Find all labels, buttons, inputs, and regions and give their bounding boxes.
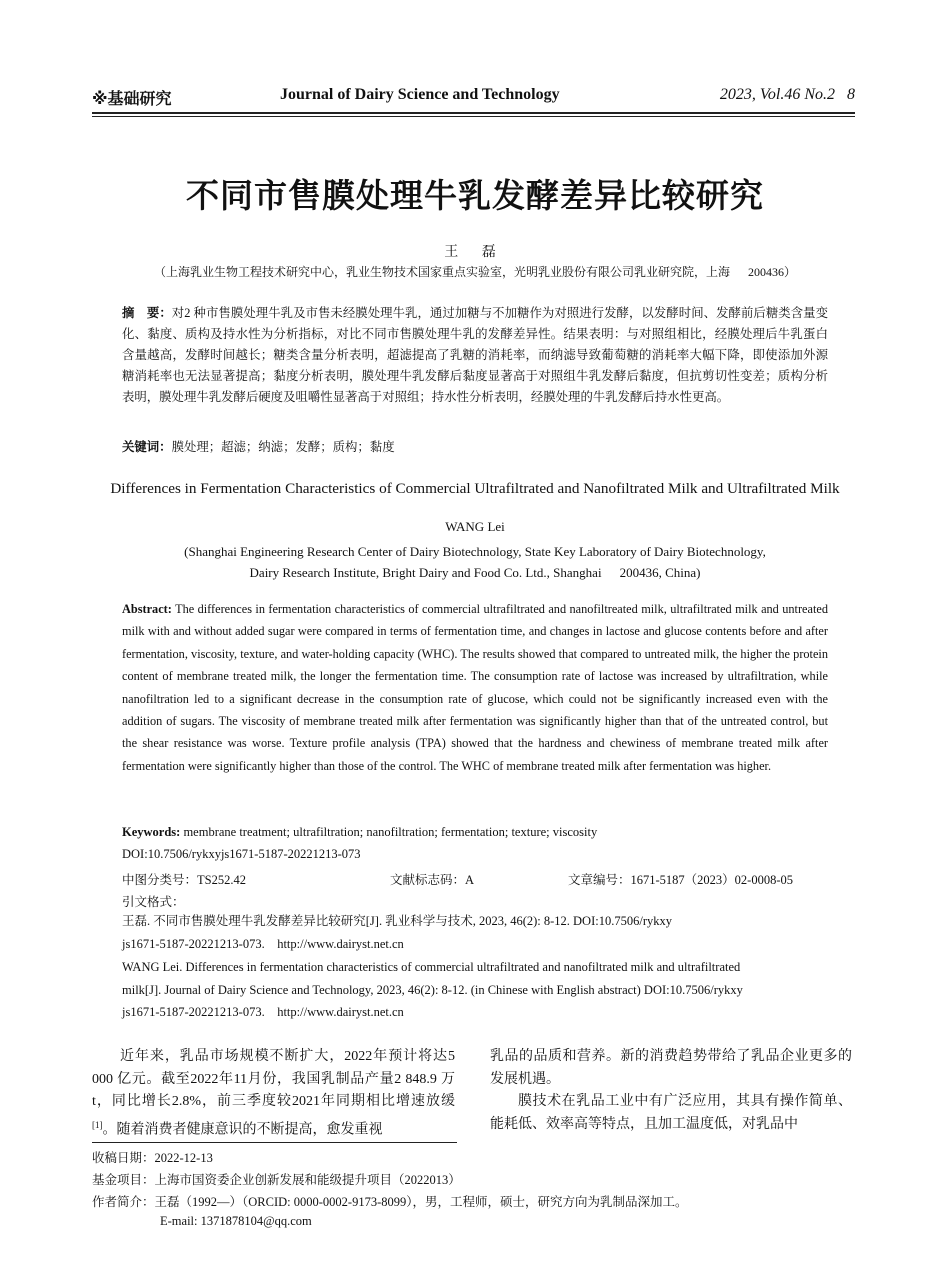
clc-number: 中图分类号：TS252.42 — [122, 873, 246, 887]
keywords-cn-text: 膜处理；超滤；纳滤；发酵；质构；黏度 — [171, 440, 395, 454]
body-column-left — [92, 1046, 455, 1142]
issue-volume: 2023, Vol.46 No.2 — [719, 86, 835, 103]
affiliation-en-text: Dairy Research Institute, Bright Dairy and Food Co. Ltd., Shanghai — [249, 565, 602, 580]
abstract-cn-text: 对2 种市售膜处理牛乳及市售未经膜处理牛乳，通过加糖与不加糖作为对照进行发酵，以发酵时间、发酵前后糖类含量变化、黏度、质构及持水性为分析指标，对比不同市售膜处理牛乳的发酵差异性。结果表明：与对照组相比，经膜处理后牛乳蛋白含量越高，发酵时间越长；糖类含量分析表明，超滤提高了乳糖的消耗率，而纳滤导致葡萄糖的消耗率大幅下降，即使添加外源糖消耗率也无法显著提高；黏度分析表明，膜处理牛乳发酵后黏度显著高于对照组牛乳发酵后黏度，但抗剪切性变差；质构分析表明，膜处理牛乳发酵后硬度及咀嚼性显著高于对照组；持水性分析表明，经膜处理的牛乳发酵后持水性更高。 — [122, 306, 828, 404]
author-cn: 王 磊 — [444, 245, 506, 260]
citation-cn-line1: 王磊. 不同市售膜处理牛乳发酵差异比较研究[J]. 乳业科学与技术, 2023, 46(2): 8-12. DOI:10.7506/rykxy — [122, 914, 672, 928]
paper-title-cn: 不同市售膜处理牛乳发酵差异比较研究 — [186, 176, 764, 215]
abstract-en-text: The differences in fermentation characteristics of commercial ultrafiltrated and nanofiltreated milk, ultrafiltrated milk and untreated milk with and without added sugar were compared in terms of fermentation time, and changes in lactose and glucose contents before and after fermentation, viscosity, texture, and water-holding capacity (WHC). The results showed that compared to untreated milk, the higher the protein content of membrane treated milk, the longer the fermentation time. The consumption rate of lactose was increased by ultrafiltration, while nanofiltration led to a significant decrease in the consumption rate of glucose, which could not be significantly increased even with the addition of sugars. The viscosity of membrane treated milk after fermentation was significantly higher than that of the untreated control, but the shear resistance was worse. Texture profile analysis (TPA) showed that the hardness and chewiness of membrane treated milk after fermentation were significantly higher than those of the control. The WHC of membrane treated milk after fermentation was higher. — [122, 602, 828, 773]
footnote-email: E-mail: 1371878104@qq.com — [160, 1214, 312, 1228]
keywords-cn-label: 关键词： — [122, 439, 172, 454]
abstract-en — [122, 598, 828, 777]
article-number: 文章编号：1671-5187（2023）02-0008-05 — [568, 873, 793, 887]
affiliation-en-line1: (Shanghai Engineering Research Center of Dairy Biotechnology, State Key Laboratory of Dairy Biotechnology, — [184, 544, 766, 559]
intro-text-b: 。随着消费者健康意识的不断提高，愈发重视 — [102, 1122, 383, 1138]
keywords-cn — [122, 437, 828, 455]
footnote-rule — [92, 1142, 457, 1143]
author-en: WANG Lei — [445, 519, 505, 534]
doi: DOI:10.7506/rykxyjs1671-5187-20221213-073 — [122, 847, 361, 861]
footnote-author-bio: 作者简介：王磊（1992—）（ORCID: 0000-0002-9173-8099），男，工程师，硕士，研究方向为乳制品深加工。 — [92, 1195, 688, 1209]
paper-title-en: Differences in Fermentation Characteristics of Commercial Ultrafiltrated and Nanofiltrated Milk and Ultrafiltrated Milk — [110, 480, 840, 497]
section-label: ※基础研究 — [92, 89, 172, 108]
citation-en — [122, 956, 828, 1024]
citation-en-line1: WANG Lei. Differences in fermentation characteristics of commercial ultrafiltrated and nanofiltrated milk and ultrafiltrated — [122, 960, 741, 974]
citation-en-line3: js1671-5187-20221213-073. http://www.dairyst.net.cn — [122, 1005, 404, 1019]
citation-cn — [122, 910, 828, 955]
affiliation-en-line2 — [100, 562, 850, 583]
header-rule-thick — [92, 112, 855, 114]
document-code: 文献标志码：A — [390, 873, 475, 887]
intro-text-a: 近年来，乳品市场规模不断扩大，2022年预计将达5 000 亿元。截至2022年11月份，我国乳制品产量2 848.9 万t，同比增长2.8%，前三季度较2021年同期相比增速放缓 — [92, 1049, 455, 1110]
keywords-en-text: membrane treatment; ultrafiltration; nanofiltration; fermentation; texture; viscosity — [183, 825, 598, 839]
affiliation-cn-zip: 200436） — [748, 265, 797, 279]
body-paragraph-membrane: 膜技术在乳品工业中有广泛应用，其具有操作简单、能耗低、效率高等特点，且加工温度低，对乳品中 — [490, 1094, 852, 1133]
footnote-fund: 基金项目：上海市国资委企业创新发展和能级提升项目（2022013） — [92, 1173, 461, 1187]
citation-en-line2: milk[J]. Journal of Dairy Science and Technology, 2023, 46(2): 8-12. (in Chinese with English abstract) DOI:10.7506/rykxy — [122, 982, 743, 997]
abstract-cn — [122, 302, 828, 408]
keywords-en-label: Keywords: — [122, 825, 181, 839]
footnote-received: 收稿日期：2022-12-13 — [92, 1151, 213, 1165]
affiliation-cn-text: （上海乳业生物工程技术研究中心，乳业生物技术国家重点实验室，光明乳业股份有限公司乳业研究院，上海 — [153, 265, 730, 279]
body-column-right — [490, 1046, 852, 1137]
running-header — [92, 86, 855, 112]
affiliation-cn — [60, 263, 890, 280]
keywords-en — [122, 825, 828, 840]
header-rule-thin — [92, 116, 855, 117]
abstract-en-label: Abstract: — [122, 602, 172, 616]
body-paragraph-continued: 乳品的品质和营养。新的消费趋势带给了乳品企业更多的发展机遇。 — [490, 1049, 852, 1087]
reference-marker: [1] — [92, 1120, 103, 1131]
affiliation-en — [100, 541, 850, 583]
issue-info — [720, 86, 855, 104]
abstract-cn-label: 摘 要： — [122, 305, 172, 320]
citation-cn-line2: js1671-5187-20221213-073. http://www.dairyst.net.cn — [122, 936, 404, 951]
journal-name: Journal of Dairy Science and Technology — [280, 86, 560, 103]
citation-label: 引文格式： — [122, 895, 185, 909]
classification-row — [122, 870, 828, 888]
affiliation-en-zip: 200436, China) — [619, 565, 701, 580]
page-number: 8 — [847, 86, 855, 103]
